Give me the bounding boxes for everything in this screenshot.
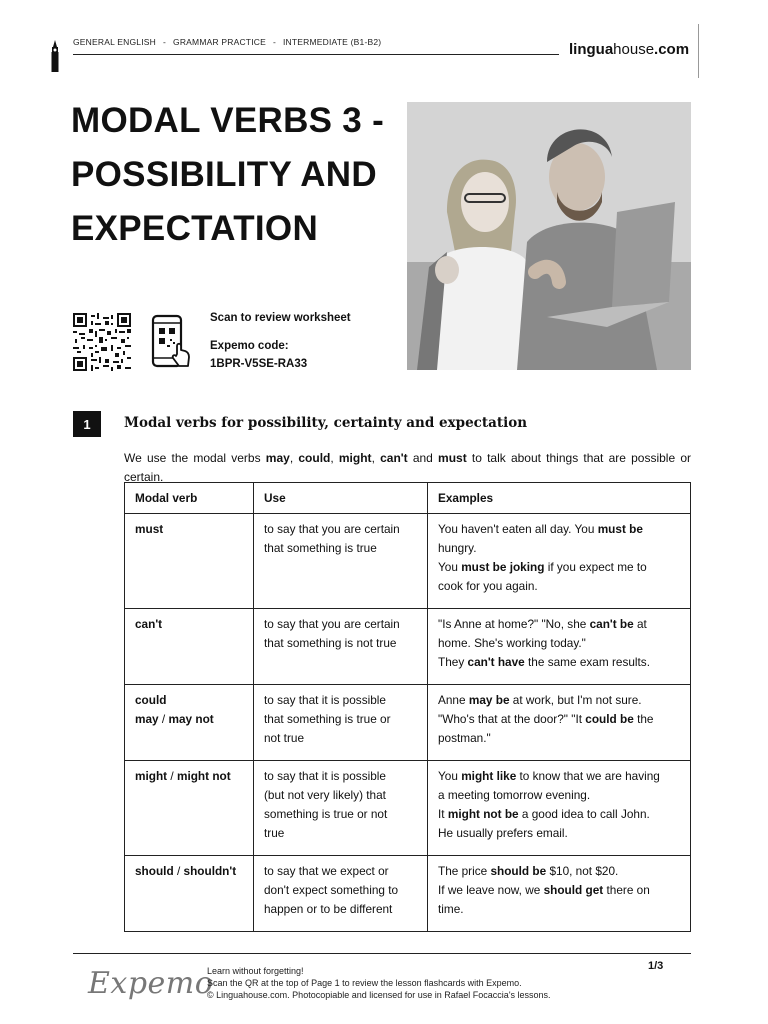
bold-text: may — [135, 712, 159, 726]
modal-verbs-table — [124, 482, 691, 932]
cell-line — [438, 710, 680, 729]
text-run: You haven't eaten all day. You — [438, 522, 598, 536]
bold-text: may — [265, 451, 290, 465]
footer-divider — [73, 953, 691, 954]
scan-label: Scan to review worksheet — [210, 312, 351, 324]
text-run: hungry. — [438, 541, 477, 555]
text-run: You — [438, 560, 462, 574]
bold-text: might like — [461, 769, 517, 783]
brand-light: house — [613, 41, 655, 58]
cell-line: to say that it is possible — [264, 693, 386, 707]
text-run: if you expect me to — [544, 560, 647, 574]
bold-text: might not be — [447, 807, 519, 821]
cell-line — [438, 881, 680, 900]
cell-line — [438, 824, 680, 843]
text-run: the same exam results. — [524, 655, 650, 669]
cell-line: that something is not true — [264, 636, 397, 650]
cell-line: something is true or not — [264, 807, 388, 821]
cell-modal-verb — [125, 609, 254, 685]
section-title: Modal verbs for possibility, certainty and expectation — [124, 415, 528, 431]
text-run: , — [289, 451, 299, 465]
bold-text: might not — [176, 769, 231, 783]
text-run: home. She's working today." — [438, 636, 586, 650]
bold-text: may not — [168, 712, 214, 726]
bold-text: must — [438, 451, 467, 465]
cell-line — [438, 653, 680, 672]
table-header-row — [125, 483, 691, 514]
qr-code[interactable] — [73, 313, 131, 371]
text-run: The price — [438, 864, 491, 878]
table-row — [125, 856, 691, 932]
footer-text — [207, 965, 551, 1001]
big-ben-icon — [49, 40, 61, 72]
cell-use — [254, 761, 428, 856]
cell-line — [135, 520, 243, 539]
bold-text: must — [135, 522, 164, 536]
photo-illustration — [407, 102, 691, 370]
cell-modal-verb — [125, 514, 254, 609]
cell-line: true — [264, 826, 285, 840]
breadcrumb — [73, 37, 381, 47]
cell-line: that something is true or — [264, 712, 391, 726]
cell-line: to say that you are certain — [264, 617, 400, 631]
breadcrumb-separator: - — [272, 37, 276, 47]
bold-text: can't — [135, 617, 163, 631]
expemo-logo[interactable]: Expemo — [88, 966, 214, 1001]
text-run: postman." — [438, 731, 491, 745]
expemo-code-label: Expemo code: — [210, 340, 289, 352]
footer-line: Learn without forgetting! — [207, 966, 304, 976]
title-line: POSSIBILITY AND — [71, 155, 377, 194]
breadcrumb-item[interactable]: GRAMMAR PRACTICE — [173, 37, 266, 47]
cell-line — [135, 862, 243, 881]
cell-line — [438, 900, 680, 919]
cell-examples — [428, 761, 691, 856]
text-run: We use the modal verbs — [124, 451, 266, 465]
bold-text: could be — [585, 712, 634, 726]
text-run: "Who's that at the door?" "It — [438, 712, 586, 726]
text-run: time. — [438, 902, 464, 916]
cell-examples — [428, 514, 691, 609]
cell-use — [254, 685, 428, 761]
bold-text: could — [298, 451, 331, 465]
header-divider — [73, 54, 559, 55]
cell-line — [135, 615, 243, 634]
text-run: cook for you again. — [438, 579, 538, 593]
cell-line: to say that you are certain — [264, 522, 400, 536]
bold-text: might — [135, 769, 168, 783]
section-number-badge: 1 — [73, 411, 101, 437]
cell-line — [438, 558, 680, 577]
page-number: 1/3 — [648, 960, 664, 972]
title-line: EXPECTATION — [71, 209, 319, 248]
photo-two-people-laptop — [407, 102, 691, 370]
cell-line — [135, 767, 243, 786]
text-run: there on — [603, 883, 650, 897]
text-run: the — [633, 712, 654, 726]
bold-text: can't have — [467, 655, 525, 669]
cell-line — [438, 691, 680, 710]
brand-bold: lingua — [569, 41, 614, 58]
text-run: to talk about things that are possible or certain. — [124, 451, 692, 484]
column-header-examples: Examples — [428, 483, 691, 514]
text-run: , — [371, 451, 381, 465]
cell-line: (but not very likely) that — [264, 788, 386, 802]
bold-text: should be — [490, 864, 547, 878]
cell-examples — [428, 856, 691, 932]
breadcrumb-separator: - — [163, 37, 167, 47]
text-run: to know that we are having — [516, 769, 660, 783]
text-run: $10, not $20. — [546, 864, 619, 878]
cell-line: happen or to be different — [264, 902, 393, 916]
cell-line: to say that we expect or — [264, 864, 389, 878]
cell-line — [438, 729, 680, 748]
cell-line — [438, 767, 680, 786]
column-header-use: Use — [254, 483, 428, 514]
bold-text: could — [135, 693, 167, 707]
bold-text: might — [338, 451, 372, 465]
cell-examples — [428, 685, 691, 761]
bold-text: should — [135, 864, 174, 878]
footer-line: © Linguahouse.com. Photocopiable and licensed for use in Rafael Focaccia's lessons. — [207, 990, 551, 1000]
cell-examples — [428, 609, 691, 685]
cell-line — [135, 710, 243, 729]
cell-line — [135, 691, 243, 710]
cell-line — [438, 520, 680, 539]
text-run: and — [407, 451, 439, 465]
text-run: at work, but I'm not sure. — [509, 693, 642, 707]
cell-line — [438, 805, 680, 824]
text-run: If we leave now, we — [438, 883, 544, 897]
table-row — [125, 761, 691, 856]
page-title — [71, 94, 401, 256]
text-run: You — [438, 769, 462, 783]
cell-use — [254, 514, 428, 609]
text-run: , — [330, 451, 339, 465]
text-run: a meeting tomorrow evening. — [438, 788, 591, 802]
cell-line: don't expect something to — [264, 883, 399, 897]
title-line: MODAL VERBS 3 - — [71, 101, 385, 140]
bold-text: must be joking — [461, 560, 545, 574]
cell-use — [254, 856, 428, 932]
cell-line: not true — [264, 731, 305, 745]
cell-modal-verb — [125, 761, 254, 856]
text-run: They — [438, 655, 468, 669]
cell-line — [438, 634, 680, 653]
cell-line — [438, 786, 680, 805]
expemo-code-value: 1BPR-V5SE-RA33 — [210, 358, 308, 370]
text-run: / — [167, 769, 177, 783]
text-run: Anne — [438, 693, 469, 707]
footer-line: Scan the QR at the top of Page 1 to review the lesson flashcards with Expemo. — [207, 978, 522, 988]
breadcrumb-item[interactable]: INTERMEDIATE (B1-B2) — [283, 37, 382, 47]
table-row — [125, 609, 691, 685]
cell-line — [438, 862, 680, 881]
cell-line: that something is true — [264, 541, 377, 555]
cell-line — [438, 615, 680, 634]
bold-text: may be — [468, 693, 510, 707]
column-header-modal-verb: Modal verb — [125, 483, 254, 514]
text-run: He usually prefers email. — [438, 826, 568, 840]
cell-modal-verb — [125, 856, 254, 932]
cell-line — [438, 577, 680, 596]
table-row — [125, 514, 691, 609]
cell-modal-verb — [125, 685, 254, 761]
text-run: "Is Anne at home?" "No, she — [438, 617, 590, 631]
phone-scan-icon — [151, 314, 191, 372]
header-vertical-rule — [698, 24, 699, 78]
brand-logo[interactable] — [569, 41, 689, 58]
text-run: a good idea to call John. — [518, 807, 650, 821]
text-run: at — [633, 617, 647, 631]
brand-tld: .com — [654, 41, 690, 58]
bold-text: should get — [543, 883, 604, 897]
cell-line — [438, 539, 680, 558]
cell-line: to say that it is possible — [264, 769, 386, 783]
text-run: / — [158, 712, 169, 726]
cell-use — [254, 609, 428, 685]
text-run: It — [438, 807, 448, 821]
bold-text: must be — [597, 522, 643, 536]
table-row — [125, 685, 691, 761]
breadcrumb-item[interactable]: GENERAL ENGLISH — [73, 37, 156, 47]
text-run: / — [173, 864, 184, 878]
bold-text: can't be — [589, 617, 634, 631]
bold-text: shouldn't — [183, 864, 237, 878]
bold-text: can't — [380, 451, 408, 465]
